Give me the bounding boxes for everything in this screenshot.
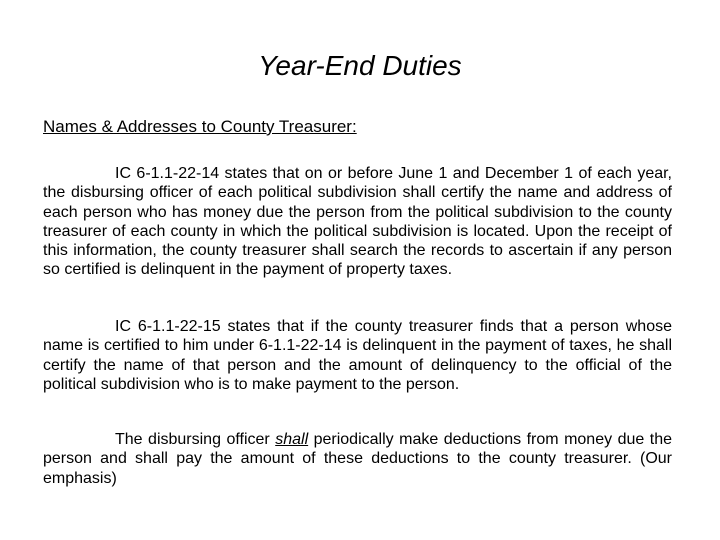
slide-title: Year-End Duties	[258, 50, 462, 81]
section-subheading: Names & Addresses to County Treasurer:	[43, 117, 357, 136]
paragraph-text: IC 6-1.1-22-14 states that on or before June 1 and December 1 of each year, the disbursing officer of each political subdivision shall certify the name and address of each person who has money due the person from the political subdivision to the county treasurer of each county in which the political subdivision is located. Upon the receipt of this information, the county treasurer shall search the records to ascertain if any person so certified is delinquent in the payment of property taxes.	[43, 165, 672, 279]
emphasized-word: shall	[275, 431, 309, 448]
paragraph-text-before: The disbursing officer	[115, 431, 276, 448]
paragraph-text-after: periodically make deductions from money due the person and shall pay the amount of these deductions to the county treasurer. (Our emphasis)	[43, 431, 672, 487]
paragraph-deductions	[43, 430, 672, 488]
paragraph-text: IC 6-1.1-22-15 states that if the county treasurer finds that a person whose name is certified to him under 6-1.1-22-14 is delinquent in the payment of taxes, he shall certify the name of that person and the amount of delinquency to the official of the political subdivision who is to make payment to the person.	[43, 318, 672, 393]
paragraph-ic-6-1-1-22-14	[43, 164, 672, 280]
paragraph-ic-6-1-1-22-15	[43, 317, 672, 394]
